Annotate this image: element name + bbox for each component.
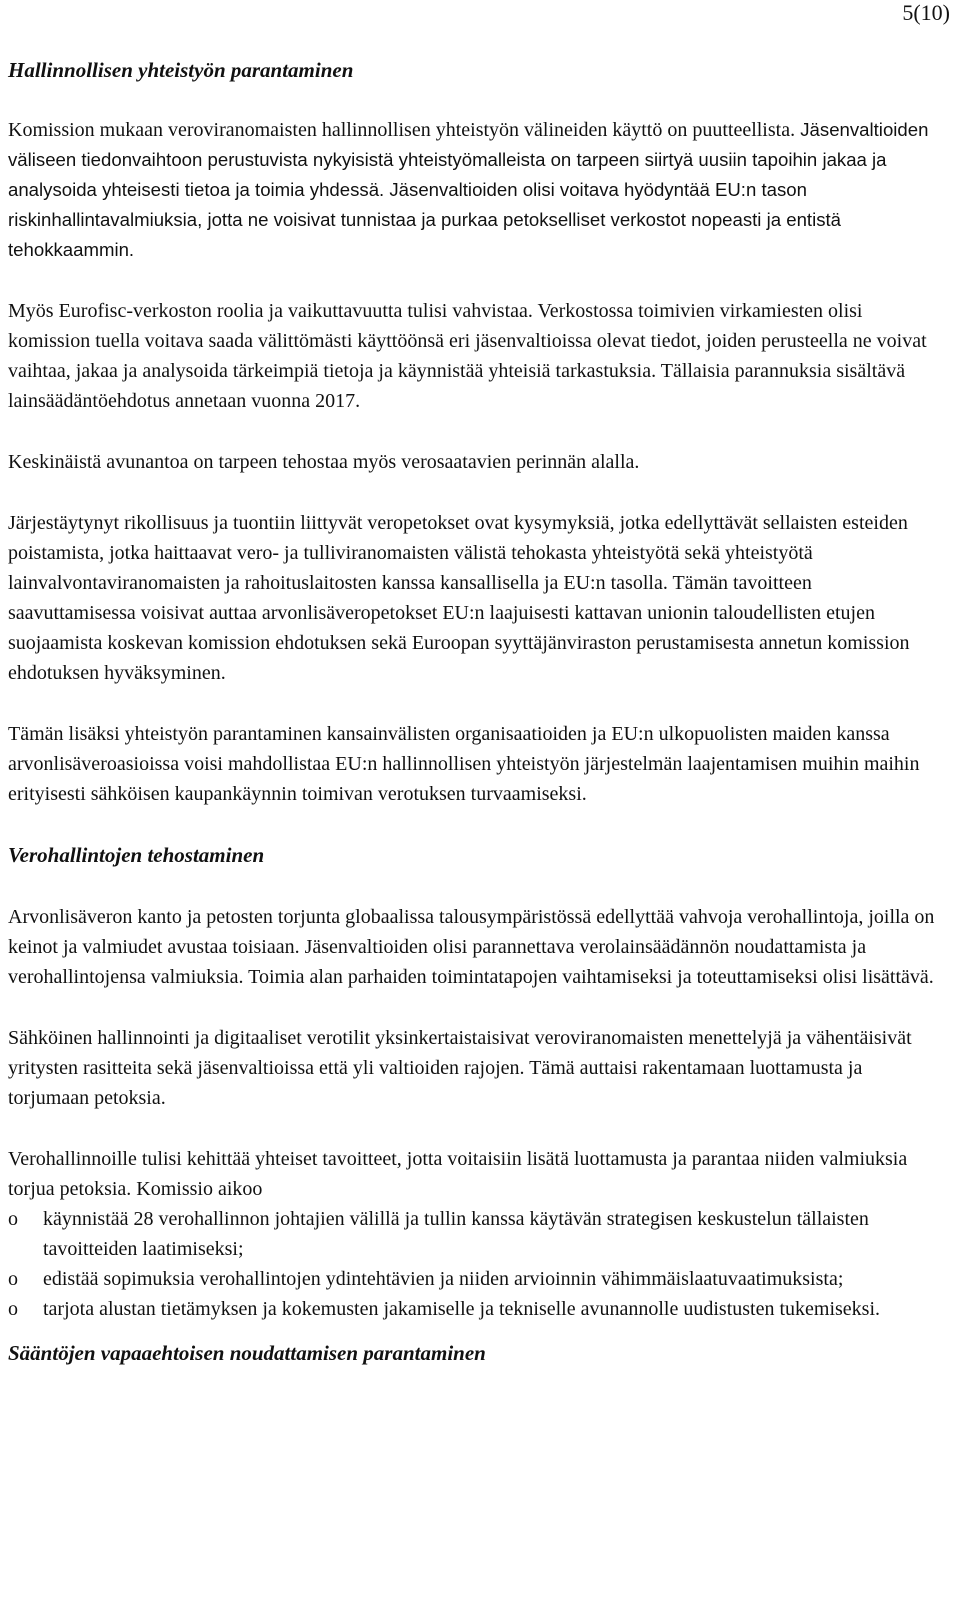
paragraph-vat-collection: Arvonlisäveron kanto ja petosten torjunta globaalissa talousympäristössä edellyttää vahvoja verohallintoja, joilla on keinot ja valmiudet avustaa toisiaan. Jäsenvaltioiden olisi parannettava verolainsäädännön noudattamista ja verohallintojensa valmiuksia. Toimia alan parhaiden toimintatapojen vaihtamiseksi ja toteuttamiseksi olisi lisättävä. [8, 906, 935, 988]
list-item-text: tarjota alustan tietämyksen ja kokemusten jakamiselle ja tekniselle avunannolle uudistusten tukemiseksi. [43, 1298, 881, 1320]
list-item [8, 1204, 938, 1264]
paragraph-cooperation-tools-rest: Jäsenvaltioiden väliseen tiedonvaihtoon perustuvista nykyisistä yhteistyömalleista on tarpeen siirtyä uusiin tapoihin jakaa ja analysoida yhteisesti tietoa ja toimia yhdessä. Jäsenvaltioiden olisi voitava hyödyntää EU:n tason riskinhallintavalmiuksia, jotta ne voisivat tunnistaa ja purkaa petokselliset verkostot nopeasti ja entistä tehokkaammin. [8, 119, 929, 260]
bullet-marker: o [8, 1268, 18, 1290]
section-heading-tax-administration: Verohallintojen tehostaminen [8, 843, 265, 867]
paragraph-e-government: Sähköinen hallinnointi ja digitaaliset verotilit yksinkertaistaisivat veroviranomaisten menettelyjä ja vähentäisivät yritysten rasitteita sekä jäsenvaltioissa että yli valtioiden rajojen. Tämä auttaisi rakentamaan luottamusta ja torjumaan petoksia. [8, 1027, 912, 1109]
paragraph-mutual-assistance: Keskinäistä avunantoa on tarpeen tehostaa myös verosaatavien perinnän alalla. [8, 451, 640, 473]
paragraph-international-cooperation: Tämän lisäksi yhteistyön parantaminen kansainvälisten organisaatioiden ja EU:n ulkopuolisten maiden kanssa arvonlisäveroasioissa voisi mahdollistaa EU:n hallinnollisen yhteistyön järjestelmän laajentamisen muihin maihin erityisesti sähköisen kaupankäynnin toimivan verotuksen turvaamiseksi. [8, 723, 920, 805]
paragraph-eurofisc: Myös Eurofisc-verkoston roolia ja vaikuttavuutta tulisi vahvistaa. Verkostossa toimivien virkamiesten olisi komission tuella voitava saada välittömästi käyttöönsä eri jäsenvaltioissa olevat tiedot, joiden perusteella ne voivat vaihtaa, jakaa ja analysoida tärkeimpiä tietoja ja käynnistää yhteisiä tarkastuksia. Tällaisia parannuksia sisältävä lainsäädäntöehdotus annetaan vuonna 2017. [8, 300, 927, 412]
commission-actions-list [8, 1204, 938, 1324]
list-item-text: käynnistää 28 verohallinnon johtajien välillä ja tullin kanssa käytävän strategisen keskustelun tällaisten tavoitteiden laatimiseksi; [43, 1208, 869, 1260]
list-item [8, 1294, 938, 1324]
paragraph-cooperation-tools-sentence-1: Komission mukaan veroviranomaisten hallinnollisen yhteistyön välineiden käyttö on puutteellista. [8, 119, 796, 141]
document-body [8, 55, 938, 1368]
paragraph-organized-crime: Järjestäytynyt rikollisuus ja tuontiin liittyvät veropetokset ovat kysymyksiä, jotka edellyttävät sellaisten esteiden poistamista, jotka haittaavat vero- ja tulliviranomaisten välistä tehokasta yhteistyötä sekä yhteistyötä lainvalvontaviranomaisten ja rahoituslaitosten kanssa kansallisella ja EU:n tasolla. Tämän tavoitteen saavuttamisessa voisivat auttaa arvonlisäveropetokset EU:n laajuisesti kattavan unionin taloudellisten etujen suojaamista koskevan komission ehdotuksen sekä Euroopan syyttäjänviraston perustamisesta annetun komission ehdotuksen hyväksyminen. [8, 512, 910, 684]
bullet-marker: o [8, 1208, 18, 1230]
paragraph-common-objectives: Verohallinnoille tulisi kehittää yhteiset tavoitteet, jotta voitaisiin lisätä luottamusta ja parantaa niiden valmiuksia torjua petoksia. Komissio aikoo [8, 1148, 908, 1200]
section-heading-voluntary-compliance: Sääntöjen vapaaehtoisen noudattamisen parantaminen [8, 1341, 486, 1365]
bullet-marker: o [8, 1298, 18, 1320]
list-item [8, 1264, 938, 1294]
paragraph-cooperation-tools [8, 115, 938, 265]
list-item-text: edistää sopimuksia verohallintojen ydintehtävien ja niiden arvioinnin vähimmäislaatuvaatimuksista; [43, 1268, 844, 1290]
page-number: 5(10) [902, 0, 950, 25]
section-heading-administrative-cooperation: Hallinnollisen yhteistyön parantaminen [8, 58, 354, 82]
